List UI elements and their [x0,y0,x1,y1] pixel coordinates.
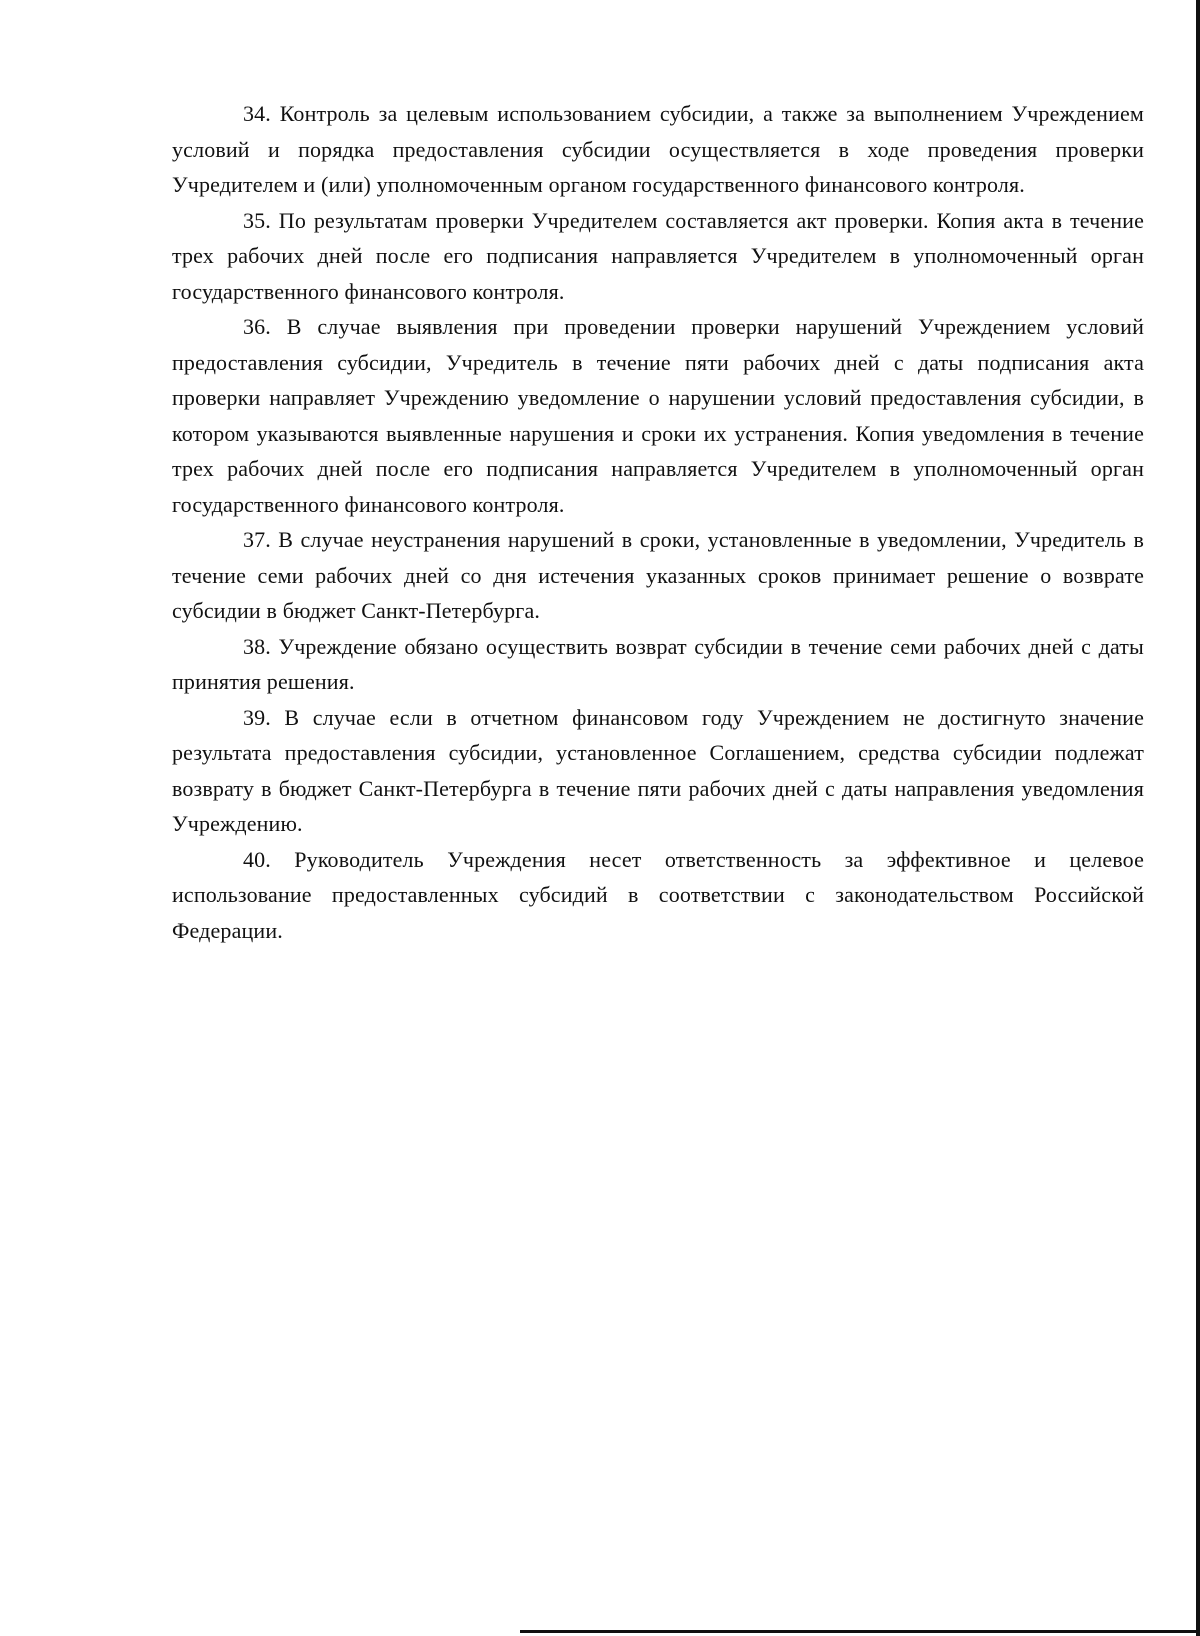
paragraph-39: 39. В случае если в отчетном финансовом году Учреждением не достигнуто значение результата предоставления субсидии, установленное Соглашением, средства субсидии подлежат возврату в бюджет Санкт-Петербурга в течение пяти рабочих дней с даты направления уведомления Учреждению. [172,704,1144,836]
paragraph-37: 37. В случае неустранения нарушений в сроки, установленные в уведомлении, Учредитель в течение семи рабочих дней со дня истечения указанных сроков принимает решение о возврате субсидии в бюджет Санкт-Петербурга. [172,527,1144,623]
paragraph-36: 36. В случае выявления при проведении проверки нарушений Учреждением условий предоставления субсидии, Учредитель в течение пяти рабочих дней с даты подписания акта проверки направляет Учреждению уведомление о нарушении условий предоставления субсидии, в котором указываются выявленные нарушения и сроки их устранения. Копия уведомления в течение трех рабочих дней после его подписания направляется Учредителем в уполномоченный орган государственного финансового контроля. [172,314,1144,517]
paragraph-34: 34. Контроль за целевым использованием субсидии, а также за выполнением Учреждением условий и порядка предоставления субсидии осуществляется в ходе проведения проверки Учредителем и (или) уполномоченным органом государственного финансового контроля. [172,101,1144,197]
paragraph-38: 38. Учреждение обязано осуществить возврат субсидии в течение семи рабочих дней с даты принятия решения. [172,633,1144,694]
paragraph-40: 40. Руководитель Учреждения несет ответственность за эффективное и целевое использование предоставленных субсидий в соответствии с законодательством Российской Федерации. [172,846,1144,943]
scan-bottom-edge [520,1630,1200,1633]
paragraph-35: 35. По результатам проверки Учредителем составляется акт проверки. Копия акта в течение трех рабочих дней после его подписания направляется Учредителем в уполномоченный орган государственного финансового контроля. [172,207,1144,304]
scan-right-edge [1196,0,1200,1636]
document-body [172,96,1144,948]
